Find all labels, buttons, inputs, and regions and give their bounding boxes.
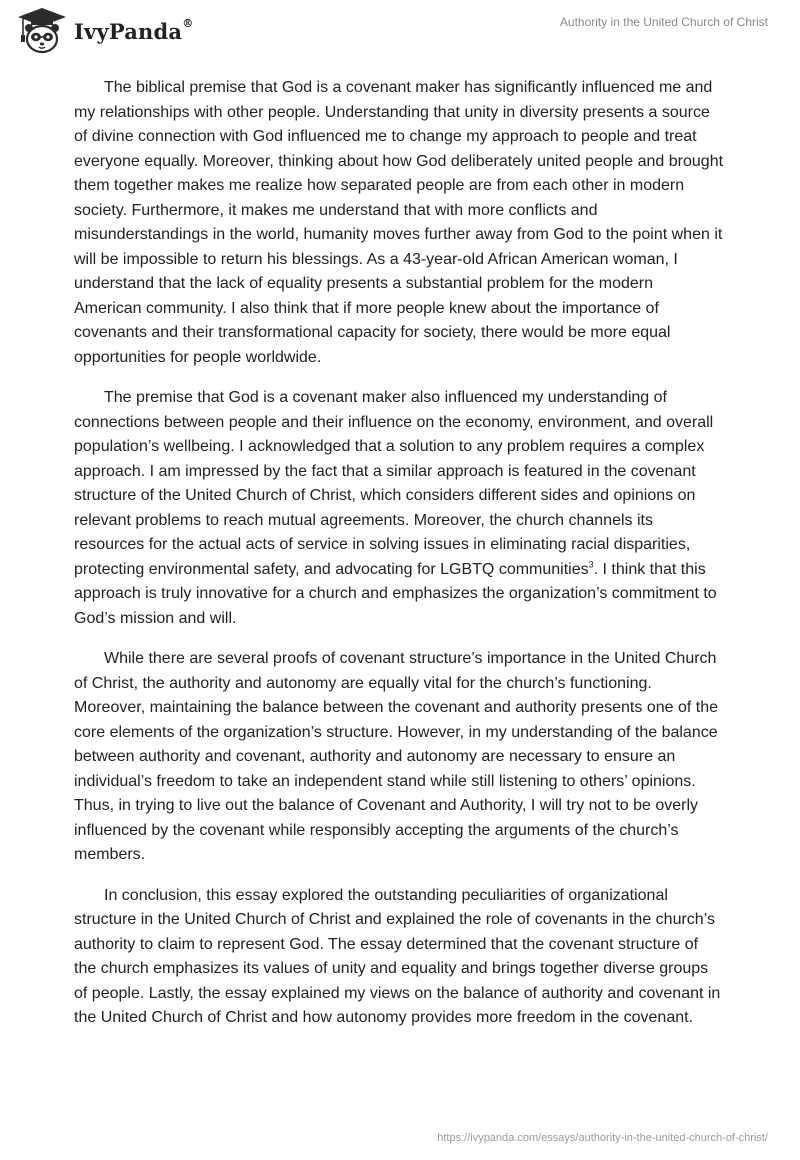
paragraph-text: The premise that God is a covenant maker also influenced my understanding of connections between people and their influence on the economy, environment, and overall population’s wellbeing. I acknowledged that a solution to any problem requires a complex approach. I am impressed by the fact that a similar approach is featured in the covenant structure of the United Church of Christ, which considers different sides and opinions on relevant problems to reach mutual agreements. Moreover, the church channels its resources for the actual acts of service in solving issues in eliminating racial disparities, protecting environmental safety, and advocating for LGBTQ communities — [74, 389, 714, 578]
paragraph-text: . I think that this approach is truly innovative for a church and emphasizes the organization’s commitment to God’s mission and will. — [74, 560, 717, 627]
brand-name: IvyPanda® — [74, 16, 194, 44]
ivypanda-logo[interactable] — [14, 6, 193, 56]
page-header — [0, 0, 800, 60]
footnote-marker: 3 — [588, 559, 594, 570]
document-title: Authority in the United Church of Christ — [559, 15, 768, 29]
panda-graduate-icon — [14, 6, 70, 56]
paragraph: While there are several proofs of covenant structure’s importance in the United Church of Christ, the authority and autonomy are equally vital for the church’s functioning. Moreover, maintaining the balance between the covenant and authority presents one of the core elements of the organization’s structure. However, in my understanding of the balance between authority and covenant, authority and autonomy are necessary to ensure an individual’s freedom to take an independent stand while still listening to others’ opinions. Thus, in trying to live out the balance of Covenant and Authority, I will try not to be overly influenced by the covenant while responsibly accepting the arguments of the church’s members. — [74, 650, 718, 863]
essay-body — [74, 76, 724, 1047]
registered-mark: ® — [182, 16, 194, 30]
paragraph — [74, 386, 724, 631]
paragraph: The biblical premise that God is a covenant maker has significantly influenced me and my relationships with other people. Understanding that unity in diversity presents a source of divine connection with God influenced me to change my approach to people and treat everyone equally. Moreover, thinking about how God deliberately united people and brought them together makes me realize how separated people are from each other in modern society. Furthermore, it makes me understand that with more conflicts and misunderstandings in the world, humanity moves further away from God to the point when it will be impossible to return his blessings. As a 43-year-old African American woman, I understand that the lack of equality presents a substantial problem for the modern American community. I also think that if more people knew about the importance of covenants and their transformational capacity for society, there would be more equal opportunities for people worldwide. — [74, 79, 724, 366]
source-url[interactable]: https://ivypanda.com/essays/authority-in-the-united-church-of-christ/ — [437, 1132, 768, 1144]
paragraph: In conclusion, this essay explored the outstanding peculiarities of organizational structure in the United Church of Christ and explained the role of covenants in the church’s authority to claim to represent God. The essay determined that the covenant structure of the church emphasizes its values of unity and equality and brings together diverse groups of people. Lastly, the essay explained my views on the balance of authority and covenant in the United Church of Christ and how autonomy provides more freedom in the covenant. — [74, 886, 721, 1026]
